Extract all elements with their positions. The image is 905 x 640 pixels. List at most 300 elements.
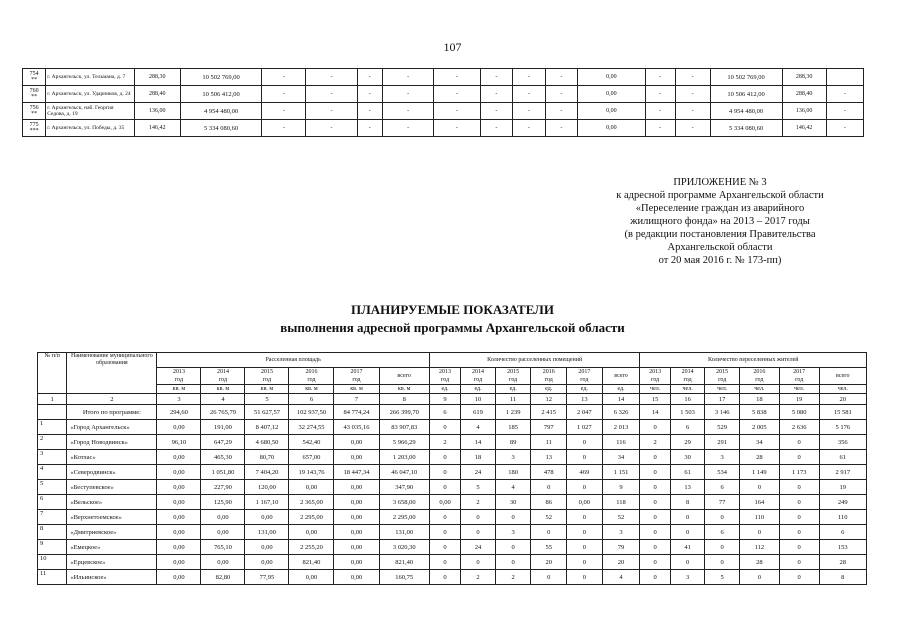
column-index: 10 xyxy=(461,394,496,405)
table-cell: 529 xyxy=(705,420,740,435)
row-number xyxy=(38,405,67,420)
table-cell: 1 167,10 xyxy=(245,495,289,510)
municipality-name: «Емецкое» xyxy=(67,540,157,555)
year-word: год xyxy=(718,377,727,383)
table-cell: 0 xyxy=(429,450,460,465)
table-cell: 3 xyxy=(495,525,531,540)
column-index: 8 xyxy=(379,394,429,405)
year-label: всего xyxy=(614,373,628,379)
table-cell: 32 274,55 xyxy=(289,420,334,435)
table-cell: 20 xyxy=(531,555,567,570)
table-cell: 0,00 xyxy=(157,510,201,525)
column-index: 1 xyxy=(38,394,67,405)
table-cell: - xyxy=(434,69,480,86)
year-word: год xyxy=(755,377,764,383)
row-number: 11 xyxy=(38,570,67,585)
index-row xyxy=(38,394,867,405)
table-cell: 0,00 xyxy=(157,525,201,540)
unit-header: кв. м xyxy=(379,385,429,394)
table-cell: 469 xyxy=(567,465,603,480)
table-cell: - xyxy=(513,103,546,120)
table-cell: 131,00 xyxy=(379,525,429,540)
table-cell: 96,10 xyxy=(157,435,201,450)
table-cell: 0 xyxy=(640,495,670,510)
table-cell: 0,00 xyxy=(334,525,379,540)
table-cell: 4 xyxy=(602,570,640,585)
year-word: год xyxy=(473,377,483,383)
table-cell: - xyxy=(434,120,480,137)
table-cell: 619 xyxy=(461,405,496,420)
table-cell: 0 xyxy=(429,420,460,435)
table-cell: 465,30 xyxy=(201,450,245,465)
table-cell: - xyxy=(306,69,357,86)
table-cell: 2 415 xyxy=(531,405,567,420)
appendix-line: «Переселение граждан из аварийного xyxy=(635,203,805,214)
year-header xyxy=(739,368,779,385)
table-cell: 2 295,00 xyxy=(289,510,334,525)
year-label: 2016 xyxy=(542,369,555,375)
table-cell: 20 xyxy=(602,555,640,570)
unit-header: ед. xyxy=(602,385,640,394)
table-cell: 821,40 xyxy=(289,555,334,570)
table-cell: 0,00 xyxy=(334,555,379,570)
table-cell: 0 xyxy=(779,435,819,450)
table-cell: 0 xyxy=(495,540,531,555)
table-cell: 266 399,70 xyxy=(379,405,429,420)
table-cell: 0 xyxy=(429,480,460,495)
table-cell: 0 xyxy=(640,570,670,585)
table-cell: 80,70 xyxy=(245,450,289,465)
table-row xyxy=(38,450,867,465)
table-cell: 347,90 xyxy=(379,480,429,495)
year-word: год xyxy=(174,377,184,383)
table-cell: 2 636 xyxy=(779,420,819,435)
table-cell: 5 080 xyxy=(779,405,819,420)
table-cell: - xyxy=(357,120,383,137)
table-cell: 0 xyxy=(429,540,460,555)
table-cell: - xyxy=(545,103,578,120)
row-number: 756 xyxy=(29,105,39,111)
table-cell: 542,40 xyxy=(289,435,334,450)
table-cell: 2 013 xyxy=(602,420,640,435)
table-row xyxy=(38,465,867,480)
year-label: 2017 xyxy=(578,369,591,375)
row-number: 3 xyxy=(38,450,67,465)
table-cell: 55 xyxy=(531,540,567,555)
table-cell: - xyxy=(383,86,434,103)
header-municipality: Наименование муниципального образования xyxy=(67,353,157,394)
table-cell: 0 xyxy=(461,525,496,540)
table-cell: - xyxy=(545,86,578,103)
row-number: 5 xyxy=(38,480,67,495)
year-label: 2014 xyxy=(472,369,485,375)
year-header xyxy=(157,368,201,385)
table-cell: 191,00 xyxy=(201,420,245,435)
table-cell: 2 255,20 xyxy=(289,540,334,555)
table-cell xyxy=(23,120,46,137)
table-cell: - xyxy=(675,120,710,137)
table-cell: 0 xyxy=(429,570,460,585)
table-cell: 26 765,79 xyxy=(201,405,245,420)
table-cell: 116 xyxy=(602,435,640,450)
table-cell: 3 xyxy=(670,570,705,585)
unit-header: ед. xyxy=(567,385,603,394)
table-cell: 0,00 xyxy=(334,435,379,450)
table-cell: 288,40 xyxy=(134,86,180,103)
table-cell: - xyxy=(645,120,675,137)
table-cell: 29 xyxy=(670,435,705,450)
table-row xyxy=(23,120,864,137)
year-header xyxy=(289,368,334,385)
row-number: 6 xyxy=(38,495,67,510)
table-cell: 1 149 xyxy=(739,465,779,480)
row-number: 1 xyxy=(38,420,67,435)
table-cell: 4 xyxy=(495,480,531,495)
table-cell: 2 xyxy=(461,570,496,585)
table-cell: 2 xyxy=(640,435,670,450)
table-cell: 0,00 xyxy=(334,495,379,510)
table-cell: 0 xyxy=(779,525,819,540)
table-cell: г. Архангельск, наб. Георгия Седова, д. 19 xyxy=(46,103,134,120)
table-cell: 8 407,12 xyxy=(245,420,289,435)
table-row xyxy=(38,495,867,510)
table-cell: 0 xyxy=(705,510,740,525)
table-cell: 288,30 xyxy=(782,69,826,86)
column-index: 20 xyxy=(819,394,866,405)
table-cell: 5 334 080,60 xyxy=(180,120,261,137)
appendix-line: (в редакции постановления Правительства xyxy=(624,229,816,240)
table-cell: г. Архангельск, ул. Ударников, д. 24 xyxy=(46,86,134,103)
table-cell: 24 xyxy=(461,540,496,555)
unit-header: чел. xyxy=(779,385,819,394)
table-cell: 2 xyxy=(461,495,496,510)
column-index: 4 xyxy=(201,394,245,405)
year-header xyxy=(779,368,819,385)
table-row xyxy=(38,435,867,450)
year-header xyxy=(461,368,496,385)
table-cell: 0 xyxy=(567,525,603,540)
column-index: 13 xyxy=(567,394,603,405)
table-cell: - xyxy=(480,120,513,137)
unit-header: кв. м xyxy=(334,385,379,394)
column-index: 2 xyxy=(67,394,157,405)
appendix-header xyxy=(600,176,840,267)
table-cell: 6 xyxy=(819,525,866,540)
row-number: 10 xyxy=(38,555,67,570)
table-cell: 0,00 xyxy=(157,465,201,480)
table-cell: - xyxy=(262,69,306,86)
table-cell: - xyxy=(262,120,306,137)
year-word: год xyxy=(544,377,553,383)
year-label: 2016 xyxy=(753,369,766,375)
table-cell: 34 xyxy=(602,450,640,465)
table-row xyxy=(38,480,867,495)
table-cell: 28 xyxy=(739,555,779,570)
table-cell: - xyxy=(434,103,480,120)
table-cell: 7 404,20 xyxy=(245,465,289,480)
table-cell: 0,00 xyxy=(578,69,645,86)
column-index: 7 xyxy=(334,394,379,405)
row-number: 2 xyxy=(38,435,67,450)
table-cell: - xyxy=(383,103,434,120)
table-cell: 82,80 xyxy=(201,570,245,585)
municipality-name: «Котлас» xyxy=(67,450,157,465)
table-cell: 821,40 xyxy=(379,555,429,570)
table-cell: 0,00 xyxy=(201,555,245,570)
table-cell: 6 xyxy=(705,480,740,495)
row-number: 7 xyxy=(38,510,67,525)
table-row xyxy=(38,420,867,435)
table-row xyxy=(23,103,864,120)
table-cell: 0,00 xyxy=(157,480,201,495)
table-cell: 1 051,80 xyxy=(201,465,245,480)
table-cell: - xyxy=(675,69,710,86)
table-cell: 120,00 xyxy=(245,480,289,495)
total-row xyxy=(38,405,867,420)
table-cell: 5 xyxy=(705,570,740,585)
table-cell xyxy=(23,103,46,120)
municipality-name: «Северодвинск» xyxy=(67,465,157,480)
unit-header: кв. м xyxy=(289,385,334,394)
table-cell: 0 xyxy=(461,510,496,525)
table-cell: 478 xyxy=(531,465,567,480)
year-label: 2015 xyxy=(716,369,729,375)
table-cell: 14 xyxy=(461,435,496,450)
header-rooms-group: Количество расселенных помещений xyxy=(429,353,640,368)
table-row xyxy=(38,570,867,585)
header-no: № п/п xyxy=(38,353,67,394)
table-cell: 3 658,00 xyxy=(379,495,429,510)
table-cell: 0 xyxy=(567,435,603,450)
table-cell: 46 047,10 xyxy=(379,465,429,480)
table-cell: 2 917 xyxy=(819,465,866,480)
table-cell: 0 xyxy=(531,570,567,585)
year-word: год xyxy=(651,377,660,383)
table-cell: 0,00 xyxy=(429,495,460,510)
unit-header: ед. xyxy=(531,385,567,394)
row-number: 754 xyxy=(29,71,39,77)
year-label: 2015 xyxy=(260,369,273,375)
table-cell: 0,00 xyxy=(334,570,379,585)
table-cell: 0 xyxy=(495,555,531,570)
row-number: 8 xyxy=(38,525,67,540)
table-cell: 0,00 xyxy=(334,480,379,495)
table-cell: 0,00 xyxy=(578,120,645,137)
table-cell: 0,00 xyxy=(289,525,334,540)
table-cell: 356 xyxy=(819,435,866,450)
table-cell xyxy=(826,69,863,86)
year-header xyxy=(670,368,705,385)
table-cell: 61 xyxy=(670,465,705,480)
table-cell: 291 xyxy=(705,435,740,450)
table-cell: 3 xyxy=(495,450,531,465)
table-cell: 28 xyxy=(819,555,866,570)
table-cell: 0 xyxy=(705,555,740,570)
table-cell: 0,00 xyxy=(289,570,334,585)
table-cell: 30 xyxy=(495,495,531,510)
table-cell: 0 xyxy=(429,510,460,525)
table-cell: 52 xyxy=(602,510,640,525)
unit-header: чел. xyxy=(705,385,740,394)
table-cell: 0,00 xyxy=(157,555,201,570)
table-cell: 19 xyxy=(819,480,866,495)
table-cell: - xyxy=(545,120,578,137)
table-row xyxy=(23,86,864,103)
table-cell: 797 xyxy=(531,420,567,435)
table-cell: 125,90 xyxy=(201,495,245,510)
table-cell: 0,00 xyxy=(201,510,245,525)
table-cell: 4 954 480,00 xyxy=(180,103,261,120)
appendix-line: к адресной программе Архангельской области xyxy=(616,190,824,201)
table-cell: - xyxy=(513,69,546,86)
unit-header: кв. м xyxy=(157,385,201,394)
table-cell: 0,00 xyxy=(578,103,645,120)
column-index: 17 xyxy=(705,394,740,405)
table-cell: 18 xyxy=(461,450,496,465)
table-cell: - xyxy=(306,86,357,103)
municipality-name: «Верхнетоемское» xyxy=(67,510,157,525)
table-cell: 0,00 xyxy=(157,450,201,465)
table-cell: 0 xyxy=(531,525,567,540)
column-index: 19 xyxy=(779,394,819,405)
table-cell: - xyxy=(645,86,675,103)
year-header xyxy=(640,368,670,385)
column-index: 9 xyxy=(429,394,460,405)
indicators-table xyxy=(37,352,867,585)
table-cell: 10 502 769,00 xyxy=(710,69,782,86)
table-cell: 5 xyxy=(461,480,496,495)
table-cell: 0,00 xyxy=(567,495,603,510)
table-cell: 0,00 xyxy=(157,420,201,435)
table-cell: 9 xyxy=(602,480,640,495)
table-cell: 0,00 xyxy=(245,540,289,555)
table-cell: 1 151 xyxy=(602,465,640,480)
table-cell: 41 xyxy=(670,540,705,555)
year-header xyxy=(429,368,460,385)
year-header xyxy=(245,368,289,385)
table-cell: 0 xyxy=(779,555,819,570)
table-cell: 5 838 xyxy=(739,405,779,420)
year-header xyxy=(531,368,567,385)
table-cell: 14 xyxy=(640,405,670,420)
year-header xyxy=(201,368,245,385)
table-cell: 146,42 xyxy=(134,120,180,137)
table-cell: 185 xyxy=(495,420,531,435)
table-cell: 0 xyxy=(640,540,670,555)
table-cell: г. Архангельск, ул. Победы, д. 35 xyxy=(46,120,134,137)
column-index: 14 xyxy=(602,394,640,405)
column-index: 11 xyxy=(495,394,531,405)
table-cell: - xyxy=(480,103,513,120)
unit-header: ед. xyxy=(461,385,496,394)
row-mark: ** xyxy=(31,77,38,83)
table-cell: 2 295,00 xyxy=(379,510,429,525)
table-cell: 0 xyxy=(640,555,670,570)
header-people-group: Количество переселенных жителей xyxy=(640,353,867,368)
table-cell: 0,00 xyxy=(157,570,201,585)
table-cell: 5 334 080,60 xyxy=(710,120,782,137)
table-cell: 8 xyxy=(670,495,705,510)
table-cell: 2 047 xyxy=(567,405,603,420)
year-label: 2017 xyxy=(793,369,806,375)
table-cell: 4 954 480,00 xyxy=(710,103,782,120)
table-cell: 2 xyxy=(495,570,531,585)
year-word: год xyxy=(218,377,228,383)
year-word: год xyxy=(509,377,518,383)
table-cell: 6 xyxy=(705,525,740,540)
year-label: 2013 xyxy=(172,369,185,375)
table-cell: 0 xyxy=(567,450,603,465)
table-cell: 160,75 xyxy=(379,570,429,585)
table-cell: 0 xyxy=(567,570,603,585)
row-number: 775 xyxy=(29,122,39,128)
table-cell xyxy=(23,69,46,86)
table-cell: 52 xyxy=(531,510,567,525)
table-cell: 180 xyxy=(495,465,531,480)
table-cell: 0,00 xyxy=(334,540,379,555)
table-cell: 0 xyxy=(739,525,779,540)
municipality-name: «Дмитриевское» xyxy=(67,525,157,540)
table-cell: - xyxy=(675,86,710,103)
table-cell: 0 xyxy=(739,480,779,495)
table-cell: 10 506 412,00 xyxy=(180,86,261,103)
row-number: 9 xyxy=(38,540,67,555)
table-cell: - xyxy=(357,103,383,120)
table-cell xyxy=(23,86,46,103)
table-cell: - xyxy=(262,103,306,120)
table-cell: 146,42 xyxy=(782,120,826,137)
table-cell: 1 173 xyxy=(779,465,819,480)
table-cell: 3 020,30 xyxy=(379,540,429,555)
table-cell: 10 506 412,00 xyxy=(710,86,782,103)
year-label: 2016 xyxy=(305,369,318,375)
table-cell: - xyxy=(262,86,306,103)
row-mark: *** xyxy=(29,128,39,134)
table-cell: 1 027 xyxy=(567,420,603,435)
year-header xyxy=(379,368,429,385)
table-cell: 0,00 xyxy=(157,540,201,555)
year-label: всего xyxy=(397,373,411,379)
table-cell: 51 627,57 xyxy=(245,405,289,420)
row-mark: ** xyxy=(31,94,38,100)
table-cell: 0 xyxy=(461,555,496,570)
table-cell: 79 xyxy=(602,540,640,555)
table-cell: 0 xyxy=(640,480,670,495)
table-cell: 77,95 xyxy=(245,570,289,585)
table-cell: 1 203,00 xyxy=(379,450,429,465)
top-continuation-table xyxy=(22,68,864,137)
table-cell: 24 xyxy=(461,465,496,480)
table-cell: 8 xyxy=(819,570,866,585)
table-cell: 0 xyxy=(705,540,740,555)
year-header xyxy=(819,368,866,385)
document-subtitle: выполнения адресной программы Архангельской области xyxy=(280,320,625,335)
table-cell: - xyxy=(357,69,383,86)
year-word: год xyxy=(352,377,361,383)
table-cell: 110 xyxy=(739,510,779,525)
row-number: 4 xyxy=(38,465,67,480)
column-index: 18 xyxy=(739,394,779,405)
table-cell: - xyxy=(306,103,357,120)
table-cell: 28 xyxy=(739,450,779,465)
year-label: 2014 xyxy=(681,369,694,375)
total-label: Итого по программе: xyxy=(67,405,157,420)
table-cell: 34 xyxy=(739,435,779,450)
year-word: год xyxy=(440,377,450,383)
table-cell: 294,60 xyxy=(157,405,201,420)
table-cell: 0 xyxy=(779,510,819,525)
table-cell: 5 176 xyxy=(819,420,866,435)
